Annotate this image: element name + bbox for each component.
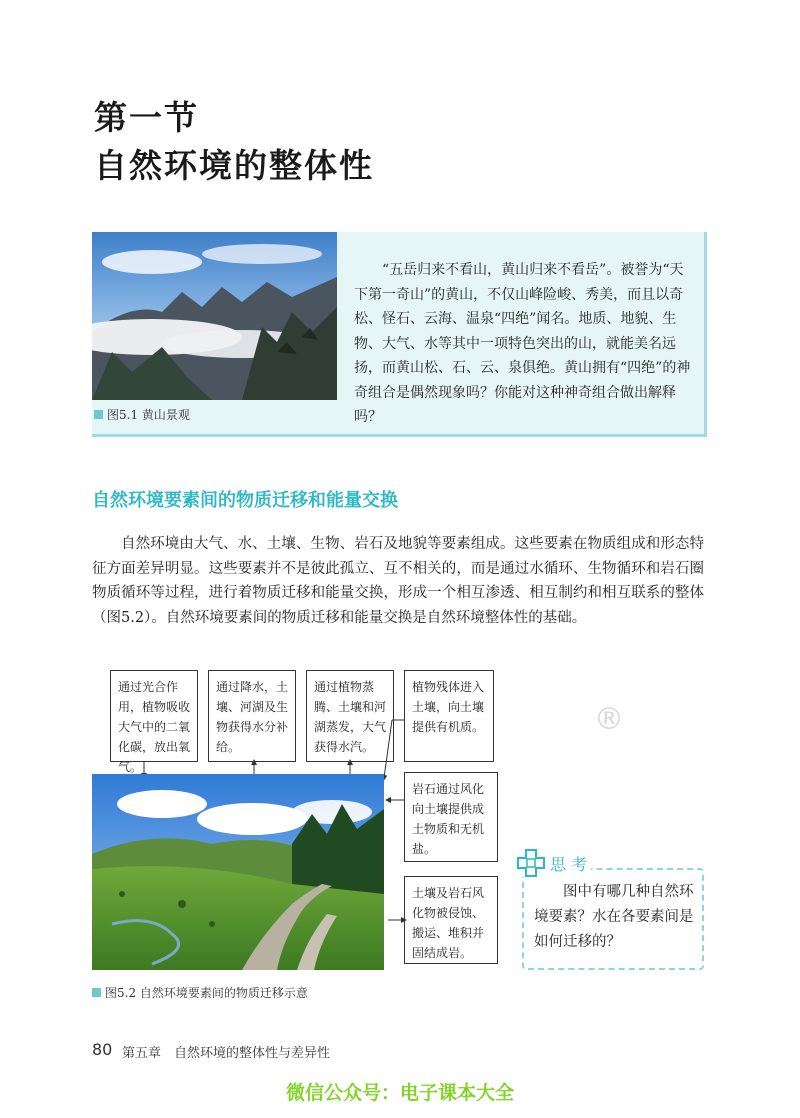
registered-mark-icon: ® (594, 702, 624, 737)
landscape-photo (92, 774, 384, 970)
think-icon (516, 848, 546, 878)
figure-caption-5-2 (92, 984, 308, 1001)
note-organic-matter: 植物残体进入土壤，向土壤提供有机质。 (404, 670, 494, 762)
intro-paragraph: “五岳归来不看山，黄山归来不看岳”。被誉为“天下第一奇山”的黄山，不仅山峰险峻、秀美，而且以奇松、怪石、云海、温泉“四绝”闻名。地质、地貌、生物、大气、水等其中一项特色突出的山，就能美名远扬，而黄山松、石、云、泉俱绝。黄山拥有“四绝”的神奇组合是偶然现象吗？你能对这种神奇组合做出解释吗？ (354, 262, 691, 425)
subsection-heading: 自然环境要素间的物质迁移和能量交换 (92, 490, 398, 511)
section-number: 第一节 (94, 98, 199, 137)
caption-square-icon (92, 988, 101, 997)
note-weathering: 岩石通过风化向土壤提供成土物质和无机盐。 (404, 772, 498, 862)
body-paragraph: 自然环境由大气、水、土壤、生物、岩石及地貌等要素组成。这些要素在物质组成和形态特征方面差异明显。这些要素并不是彼此孤立、互不相关的，而是通过水循环、生物循环和岩石圈物质循环等过程，进行着物质迁移和能量交换，形成一个相互渗透、相互制约和相互联系的整体（图5.2）。自然环境要素间的物质迁移和能量交换是自然环境整体性的基础。 (92, 536, 704, 626)
section-title: 自然环境的整体性 (94, 146, 374, 185)
note-photosynthesis: 通过光合作用，植物吸收大气中的二氧化碳，放出氧气。 (110, 670, 198, 762)
chapter-title: 第五章 自然环境的整体性与差异性 (122, 1046, 331, 1061)
figure-caption-text: 图5.2 自然环境要素间的物质迁移示意 (105, 986, 308, 1000)
think-label: 思 考 (546, 852, 591, 875)
think-question: 图中有哪几种自然环境要素？水在各要素间是如何迁移的？ (534, 884, 694, 950)
page-number: 80 (92, 1040, 113, 1059)
note-sedimentation: 土壤及岩石风化物被侵蚀、搬运、堆积并固结成岩。 (404, 876, 498, 964)
note-precipitation: 通过降水，土壤、河湖及生物获得水分补给。 (208, 670, 296, 762)
watermark: 微信公众号：电子课本大全 (285, 1082, 514, 1104)
figure-caption-text: 图5.1 黄山景观 (107, 408, 190, 422)
note-evaporation: 通过植物蒸腾、土壤和河湖蒸发，大气获得水汽。 (306, 670, 394, 762)
